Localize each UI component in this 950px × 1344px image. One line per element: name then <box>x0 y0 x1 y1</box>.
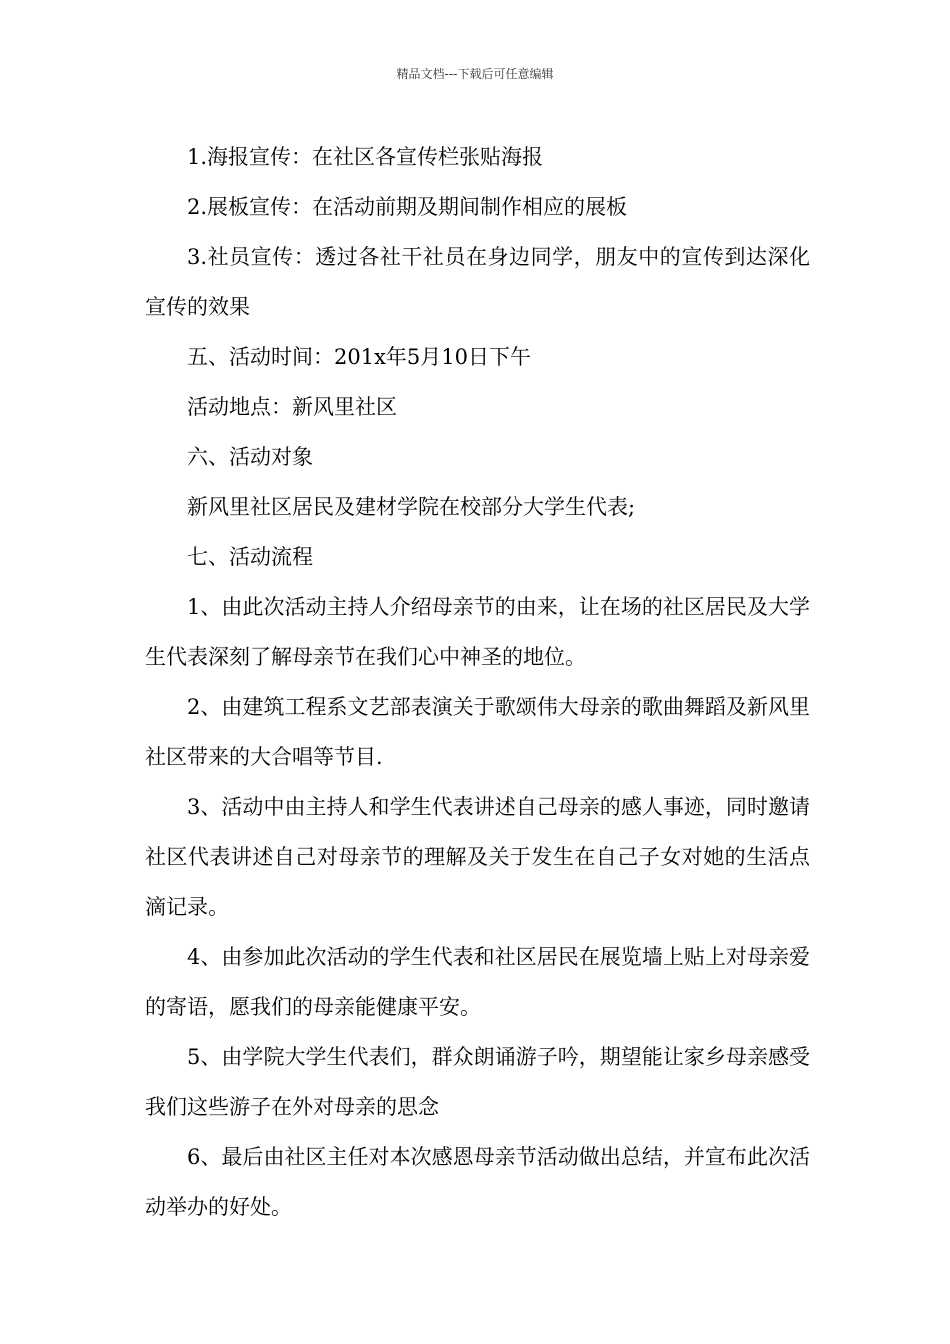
paragraph-activity-location: 活动地点：新风里社区 <box>187 395 397 419</box>
paragraph-audience: 新风里社区居民及建材学院在校部分大学生代表; <box>187 495 636 519</box>
process-step-5: 5、由学院大学生代表们，群众朗诵游子吟，期望能让家乡母亲感受我们这些游子在外对母亲的思念 <box>145 1045 810 1119</box>
paragraph-activity-time: 五、活动时间：201x年5月10日下午 <box>187 345 532 369</box>
section-heading-process: 七、活动流程 <box>187 545 313 569</box>
paragraph-member-promotion: 3.社员宣传：透过各社干社员在身边同学，朋友中的宣传到达深化宣传的效果 <box>145 245 810 319</box>
document-body <box>145 132 810 1232</box>
paragraph-poster-promotion: 1.海报宣传：在社区各宣传栏张贴海报 <box>187 145 544 169</box>
paragraph-board-promotion: 2.展板宣传：在活动前期及期间制作相应的展板 <box>187 195 628 219</box>
process-step-4: 4、由参加此次活动的学生代表和社区居民在展览墙上贴上对母亲爱的寄语，愿我们的母亲能健康平安。 <box>145 945 810 1019</box>
page-header: 精品文档---下载后可任意编辑 <box>396 67 554 81</box>
process-step-2: 2、由建筑工程系文艺部表演关于歌颂伟大母亲的歌曲舞蹈及新风里社区带来的大合唱等节目. <box>145 695 810 769</box>
section-heading-audience: 六、活动对象 <box>187 445 313 469</box>
process-step-1: 1、由此次活动主持人介绍母亲节的由来，让在场的社区居民及大学生代表深刻了解母亲节在我们心中神圣的地位。 <box>145 595 810 669</box>
process-step-6: 6、最后由社区主任对本次感恩母亲节活动做出总结，并宣布此次活动举办的好处。 <box>145 1145 810 1219</box>
process-step-3: 3、活动中由主持人和学生代表讲述自己母亲的感人事迹，同时邀请社区代表讲述自己对母亲节的理解及关于发生在自己子女对她的生活点滴记录。 <box>145 795 810 919</box>
